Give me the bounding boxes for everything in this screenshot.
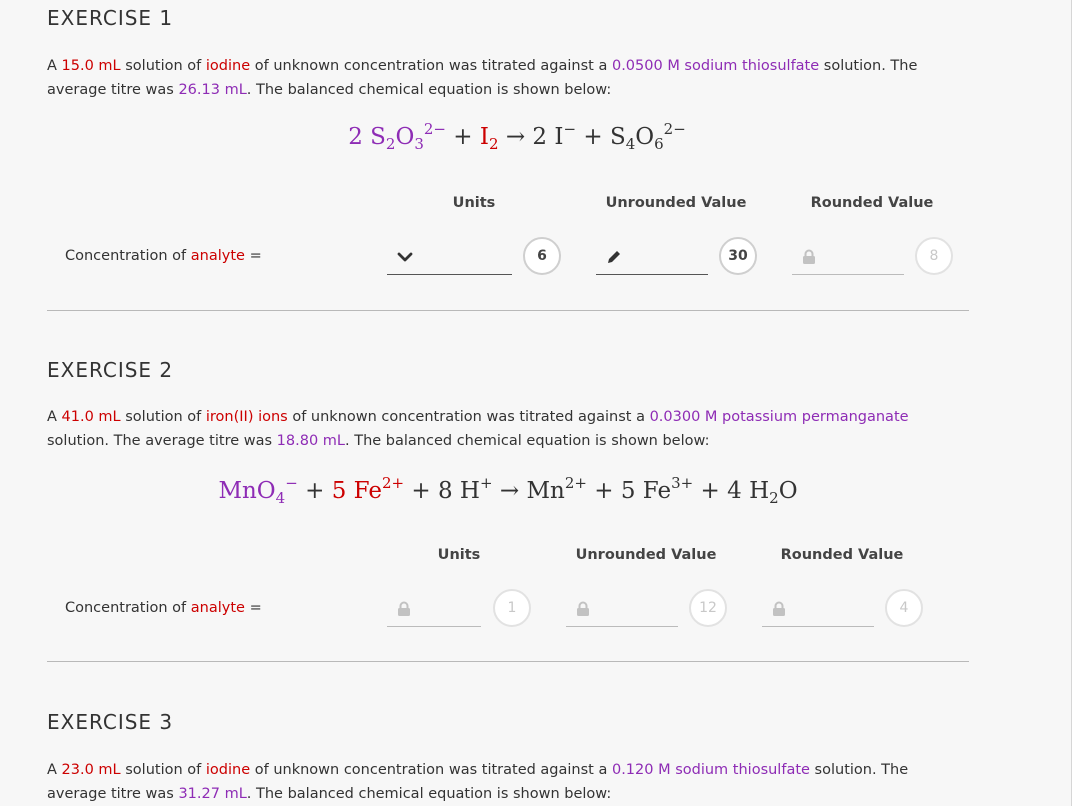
column-header-units: Units	[452, 195, 496, 211]
unrounded-value-input[interactable]	[596, 240, 708, 275]
analyte-volume: 15.0 mL	[61, 58, 121, 74]
titrant-name: 0.120 M sodium thiosulfate	[611, 762, 810, 778]
exercise-3	[47, 704, 969, 806]
titrant-name: 0.0300 M potassium permanganate	[649, 409, 909, 425]
titre-value: 18.80 mL	[276, 433, 345, 449]
titre-value: 31.27 mL	[178, 786, 247, 802]
section-divider	[47, 661, 969, 662]
column-header-units: Units	[437, 547, 481, 563]
rounded-value-input	[792, 240, 904, 275]
titrant-name: 0.0500 M sodium thiosulfate	[611, 58, 820, 74]
column-header-rounded: Rounded Value	[810, 195, 934, 211]
rounded-value-input	[762, 592, 874, 627]
pencil-icon	[606, 249, 622, 269]
column-header-unrounded: Unrounded Value	[605, 195, 747, 211]
row-label: Concentration of analyte =	[65, 600, 262, 616]
lock-icon	[802, 249, 816, 269]
column-header-unrounded: Unrounded Value	[575, 547, 717, 563]
units-attempts-badge: 1	[493, 589, 531, 627]
exercise-title: EXERCISE 2	[47, 358, 174, 382]
analyte-name: iron(II) ions	[205, 409, 288, 425]
rounded-attempts-badge: 4	[885, 589, 923, 627]
analyte-name: iodine	[205, 762, 251, 778]
section-divider	[47, 310, 969, 311]
exercise-description: A 41.0 mL solution of iron(II) ions of unknown concentration was titrated against a 0.0300 M potassium permanganate solution. The average titre was 18.80 mL. The balanced chemical equation is shown below:	[47, 409, 909, 449]
column-header-rounded: Rounded Value	[780, 547, 904, 563]
analyte-name: iodine	[205, 58, 251, 74]
unrounded-value-input	[566, 592, 678, 627]
units-select	[387, 592, 481, 627]
exercise-2	[47, 352, 969, 672]
row-label: Concentration of analyte =	[65, 248, 262, 264]
analyte-volume: 23.0 mL	[61, 762, 121, 778]
lock-icon	[576, 601, 590, 621]
titre-value: 26.13 mL	[178, 82, 247, 98]
unrounded-attempts-badge: 12	[689, 589, 727, 627]
chemical-equation: 2 $S_2O_3^{2-} + I_2 \to 2$ $I^- + S_4O_6^{2-}$	[348, 120, 686, 153]
lock-icon	[772, 601, 786, 621]
exercise-description: A 15.0 mL solution of iodine of unknown concentration was titrated against a 0.0500 M sodium thiosulfate solution. The average titre was 26.13 mL. The balanced chemical equation is shown below:	[47, 58, 918, 98]
unrounded-attempts-badge: 30	[719, 237, 757, 275]
exercise-title: EXERCISE 1	[47, 6, 174, 30]
window-edge	[1071, 0, 1076, 806]
units-attempts-badge: 6	[523, 237, 561, 275]
chevron-down-icon	[397, 249, 413, 269]
exercise-description: A 23.0 mL solution of iodine of unknown concentration was titrated against a 0.120 M sodium thiosulfate solution. The average titre was 31.27 mL. The balanced chemical equation is shown below:	[47, 762, 909, 802]
lock-icon	[397, 601, 411, 621]
units-select[interactable]	[387, 240, 512, 275]
rounded-attempts-badge: 8	[915, 237, 953, 275]
exercise-1	[47, 0, 969, 320]
analyte-volume: 41.0 mL	[61, 409, 121, 425]
chemical-equation: MnO$_4$− + 5 $Fe^{2+} + 8$ $H^+ \to Mn^{2+} + 5$ $Fe^{3+} + 4$ $H_2O$	[218, 474, 798, 507]
exercise-title: EXERCISE 3	[47, 710, 174, 734]
